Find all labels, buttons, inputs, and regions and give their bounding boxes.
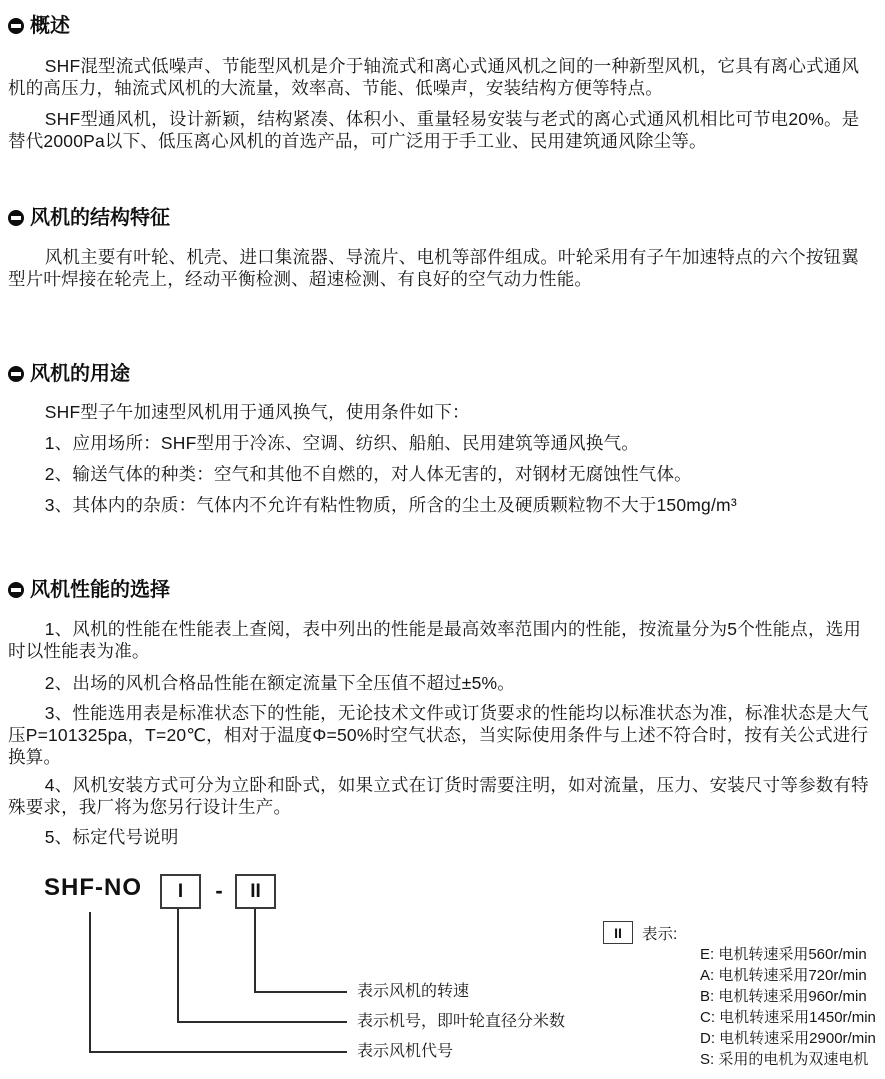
usage-item-1: 1、应用场所：SHF型用于冷冻、空调、纺织、船舶、民用建筑等通风换气。 bbox=[44, 433, 639, 453]
model-code-box-2: II bbox=[235, 874, 276, 909]
section-bullet-icon bbox=[8, 18, 24, 34]
legend-entry-b: B: 电机转速采用960r/min bbox=[700, 988, 867, 1005]
usage-intro: SHF型子午加速型风机用于通风换气，使用条件如下： bbox=[44, 402, 470, 422]
callout-label-code: 表示风机代号 bbox=[357, 1043, 454, 1060]
performance-item-1: 1、风机的性能在性能表上查阅，表中列出的性能是最高效率范围内的性能，按流量分为5个性能点，选用时以性能表为准。 bbox=[8, 619, 862, 661]
section-heading-text: 风机的结构特征 bbox=[30, 207, 170, 229]
callout-line-box1 bbox=[177, 909, 179, 1023]
model-prefix-label: SHF-NO bbox=[44, 874, 142, 901]
section-bullet-icon bbox=[8, 366, 24, 382]
performance-item-3: 3、性能选用表是标准状态下的性能，无论技术文件或订货要求的性能均以标准状态为准，标准状态是大气压P=101325pa，T=20℃，相对于温度Φ=50%时空气状态，当实际使用条件与上述不符合时，按有关公式进行换算。 bbox=[8, 703, 869, 767]
section-heading-structure bbox=[8, 206, 875, 230]
legend-box-ii: II bbox=[603, 921, 633, 944]
callout-line-model-horizontal bbox=[89, 1051, 347, 1053]
overview-paragraph-2: SHF型通风机，设计新颖，结构紧凑、体积小、重量轻易安装与老式的离心式通风机相比可节电20%。是替代2000Pa以下、低压离心风机的首选产品，可广泛用于手工业、民用建筑通风除尘等。 bbox=[8, 109, 860, 151]
usage-item-3: 3、其体内的杂质：气体内不允许有粘性物质，所含的尘土及硬质颗粒物不大于150mg/m³ bbox=[44, 495, 737, 515]
legend-title: 表示: bbox=[642, 926, 678, 943]
legend-entry-a: A: 电机转速采用720r/min bbox=[700, 967, 867, 984]
callout-line-model bbox=[89, 912, 91, 1053]
legend-entry-e: E: 电机转速采用560r/min bbox=[700, 946, 867, 963]
section-bullet-icon bbox=[8, 582, 24, 598]
callout-line-box1-horizontal bbox=[177, 1021, 347, 1023]
section-heading-overview bbox=[8, 14, 875, 38]
legend-entry-c: C: 电机转速采用1450r/min bbox=[700, 1009, 876, 1026]
performance-item-4: 4、风机安装方式可分为立卧和卧式，如果立式在订货时需要注明，如对流量，压力、安装尺寸等参数有特殊要求，我厂将为您另行设计生产。 bbox=[8, 775, 869, 817]
model-code-box-1: I bbox=[160, 874, 201, 909]
overview-paragraph-1: SHF混型流式低噪声、节能型风机是介于轴流式和离心式通风机之间的一种新型风机，它具有离心式通风机的高压力，轴流式风机的大流量，效率高、节能、低噪声，安装结构方便等特点。 bbox=[8, 56, 860, 98]
callout-line-box2-horizontal bbox=[254, 991, 347, 993]
callout-label-speed: 表示风机的转速 bbox=[357, 983, 470, 1000]
callout-label-size: 表示机号，即叶轮直径分米数 bbox=[357, 1013, 566, 1030]
performance-item-5: 5、标定代号说明 bbox=[44, 827, 179, 847]
callout-line-box2 bbox=[254, 909, 256, 993]
legend-entries bbox=[700, 944, 876, 1070]
legend-entry-d: D: 电机转速采用2900r/min bbox=[700, 1030, 876, 1047]
usage-item-2: 2、输送气体的种类：空气和其他不自燃的，对人体无害的，对钢材无腐蚀性气体。 bbox=[44, 464, 692, 484]
section-heading-text: 风机性能的选择 bbox=[30, 579, 170, 601]
structure-paragraph: 风机主要有叶轮、机壳、进口集流器、导流片、电机等部件组成。叶轮采用有子午加速特点的六个按钮翼型片叶焊接在轮壳上，经动平衡检测、超速检测、有良好的空气动力性能。 bbox=[8, 247, 859, 289]
section-bullet-icon bbox=[8, 210, 24, 226]
section-heading-performance bbox=[8, 578, 875, 602]
section-heading-usage bbox=[8, 362, 875, 386]
section-heading-text: 概述 bbox=[30, 15, 70, 37]
section-heading-text: 风机的用途 bbox=[30, 363, 130, 385]
model-code-dash: - bbox=[215, 877, 223, 903]
model-code-diagram bbox=[8, 860, 875, 1079]
performance-item-2: 2、出场的风机合格品性能在额定流量下全压值不超过±5%。 bbox=[44, 673, 515, 693]
legend-entry-s: S: 采用的电机为双速电机 bbox=[700, 1051, 869, 1068]
